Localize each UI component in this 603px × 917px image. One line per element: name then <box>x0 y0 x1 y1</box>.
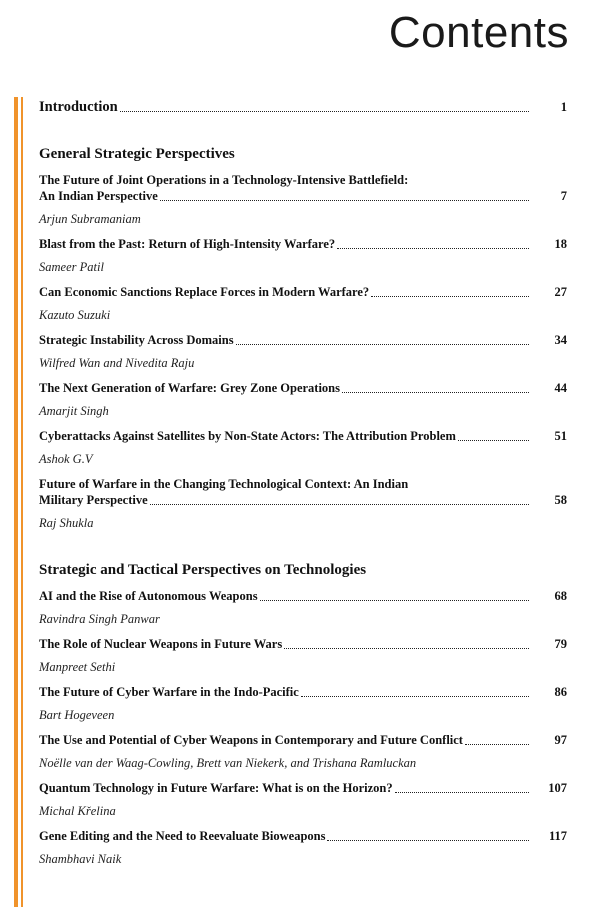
entry-title: Strategic Instability Across Domains <box>39 333 234 347</box>
page-title: Contents <box>388 8 569 57</box>
leader-dots <box>236 344 529 345</box>
entry-author: Manpreet Sethi <box>39 660 116 674</box>
page-number: 107 <box>548 781 567 795</box>
section-heading: General Strategic Perspectives <box>39 146 235 162</box>
entry-author: Ashok G.V <box>39 452 93 466</box>
leader-dots <box>458 440 529 441</box>
entry-author: Michal Křelina <box>39 804 116 818</box>
entry-title: Can Economic Sanctions Replace Forces in Modern Warfare? <box>39 285 370 299</box>
page-number: 86 <box>554 685 567 699</box>
section-heading: Strategic and Tactical Perspectives on Technologies <box>39 562 367 578</box>
entry-author: Ravindra Singh Panwar <box>39 612 160 626</box>
page-number: 7 <box>560 189 567 203</box>
page-number: 58 <box>554 493 567 507</box>
entry-author: Arjun Subramaniam <box>39 212 141 226</box>
entry-author: Shambhavi Naik <box>39 852 122 866</box>
leader-dots <box>120 111 529 112</box>
leader-dots <box>342 392 529 393</box>
entry-title-line1: Future of Warfare in the Changing Technological Context: An Indian <box>39 477 409 491</box>
entry-title: AI and the Rise of Autonomous Weapons <box>39 589 258 603</box>
entry-title-line2: Military Perspective <box>39 493 148 507</box>
entry-title: The Role of Nuclear Weapons in Future Wars <box>39 637 283 651</box>
leader-dots <box>284 648 529 649</box>
leader-dots <box>150 504 529 505</box>
entry-title: The Future of Cyber Warfare in the Indo-Pacific <box>39 685 299 699</box>
entry-author: Amarjit Singh <box>39 404 109 418</box>
toc-entry[interactable] <box>39 172 567 188</box>
entry-author: Bart Hogeveen <box>39 708 115 722</box>
entry-author: Noëlle van der Waag-Cowling, Brett van Niekerk, and Trishana Ramluckan <box>39 756 417 770</box>
page-number: 79 <box>554 637 567 651</box>
entry-title-line2: An Indian Perspective <box>39 189 158 203</box>
leader-dots <box>327 840 529 841</box>
page-number: 1 <box>560 100 567 114</box>
page-number: 51 <box>554 429 567 443</box>
leader-dots <box>395 792 529 793</box>
entry-title-line1: The Future of Joint Operations in a Technology-Intensive Battlefield: <box>39 173 409 187</box>
entry-author: Kazuto Suzuki <box>39 308 111 322</box>
leader-dots <box>337 248 529 249</box>
entry-title: The Next Generation of Warfare: Grey Zone Operations <box>39 381 341 395</box>
entry-title: Quantum Technology in Future Warfare: What is on the Horizon? <box>39 781 393 795</box>
leader-dots <box>371 296 529 297</box>
entry-title: Introduction <box>39 99 118 115</box>
page-number: 44 <box>554 381 567 395</box>
leader-dots <box>465 744 529 745</box>
page-number: 97 <box>554 733 567 747</box>
entry-title: Cyberattacks Against Satellites by Non-State Actors: The Attribution Problem <box>39 429 456 443</box>
page-number: 68 <box>554 589 567 603</box>
toc-entry[interactable] <box>39 476 567 492</box>
entry-title: Blast from the Past: Return of High-Intensity Warfare? <box>39 237 336 251</box>
accent-bar-thick <box>14 97 18 907</box>
entry-author: Raj Shukla <box>39 516 94 530</box>
entry-title: Gene Editing and the Need to Reevaluate Bioweapons <box>39 829 326 843</box>
leader-dots <box>260 600 529 601</box>
leader-dots <box>160 200 529 201</box>
page-number: 18 <box>554 237 567 251</box>
page-number: 117 <box>548 829 567 843</box>
page-number: 34 <box>554 333 567 347</box>
entry-title: The Use and Potential of Cyber Weapons in Contemporary and Future Conflict <box>39 733 463 747</box>
page-number: 27 <box>554 285 567 299</box>
accent-bar-thin <box>21 97 23 907</box>
entry-author: Sameer Patil <box>39 260 104 274</box>
leader-dots <box>301 696 529 697</box>
entry-author: Wilfred Wan and Nivedita Raju <box>39 356 195 370</box>
